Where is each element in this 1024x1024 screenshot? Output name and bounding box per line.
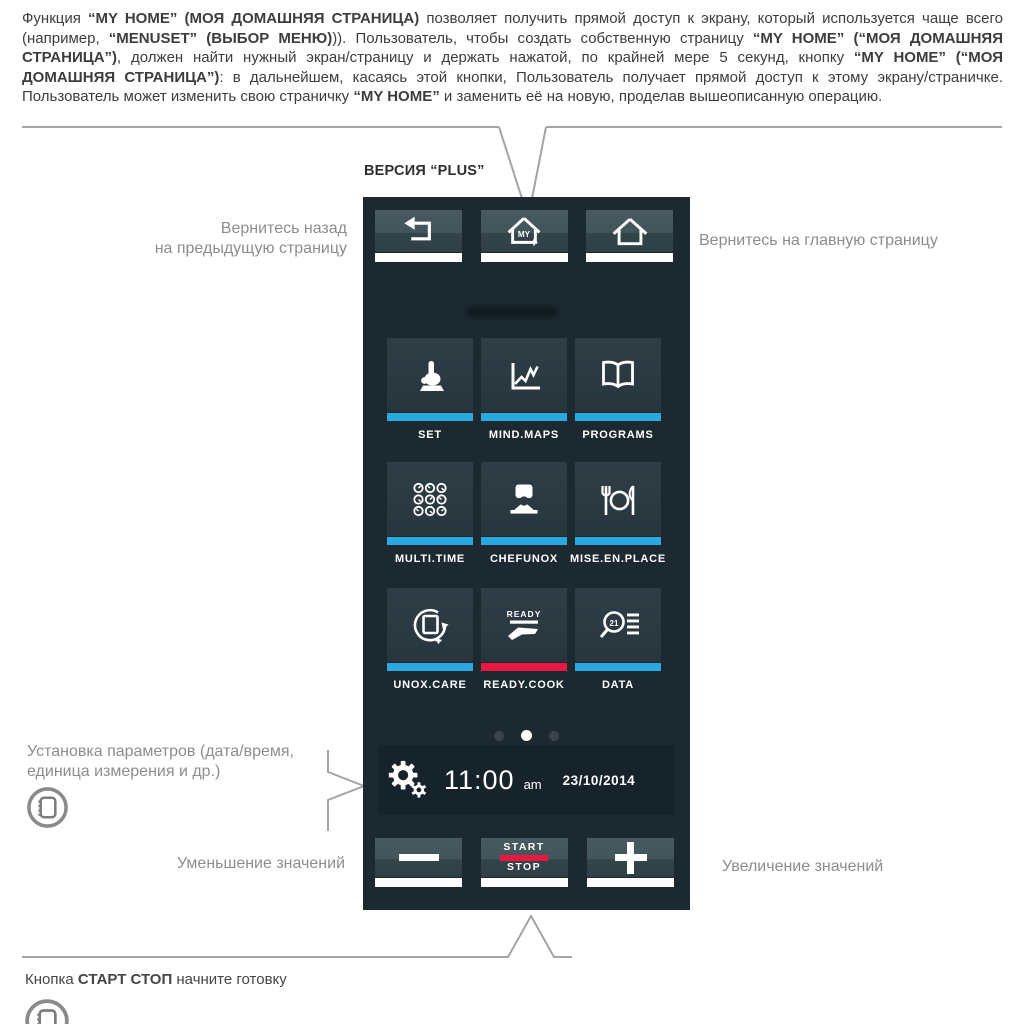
date-display: 23/10/2014 [562,772,636,788]
start-stop-button[interactable] [481,838,568,887]
plus-icon [615,842,647,874]
startstop-pointer [22,916,572,957]
home-icon [609,211,651,251]
page-reference-icon [26,786,69,834]
care-refresh-icon [387,588,473,662]
tile-data[interactable] [575,588,661,691]
button-underbar [481,253,568,262]
version-label: ВЕРСИЯ “PLUS” [364,163,485,179]
callout-settings-line1: Установка параметров (дата/время, [27,743,294,760]
caption-start-stop: Кнопка СТАРТ СТОП начните готовку [25,971,287,988]
my-home-button[interactable] [481,210,568,262]
tile-accent-bar [575,663,661,671]
tile-label: MISE.EN.PLACE [570,553,666,565]
page-reference-icon [24,998,70,1024]
tile-chefunox[interactable] [481,462,567,565]
pager-dots [363,730,690,741]
tile-accent-bar [575,413,661,421]
button-underbar [586,253,673,262]
back-button[interactable] [375,210,462,262]
pager-dot[interactable] [549,731,559,741]
callout-settings-line2: единица измерения и др.) [27,763,221,780]
pager-dot[interactable] [494,731,504,741]
tile-multi-time[interactable] [387,462,473,565]
tile-label: CHEFUNOX [489,553,559,565]
set-icon [387,338,473,412]
tile-accent-bar [575,537,661,545]
settings-pointer [328,750,364,831]
callout-settings [27,742,294,782]
tile-label: UNOX.CARE [393,679,467,691]
tile-accent-bar [481,663,567,671]
callout-decrease: Уменьшение значений [176,855,345,872]
status-strip [378,745,675,815]
tile-label: READY.COOK [483,679,565,691]
clock-meridiem: am [523,776,542,792]
pager-dot-active[interactable] [521,730,532,741]
multi-clocks-icon [387,462,473,536]
cutlery-plate-icon [575,462,661,536]
minus-icon [399,854,439,861]
home-button[interactable] [586,210,673,262]
tile-accent-bar [387,663,473,671]
tile-unox-care[interactable] [387,588,473,691]
callout-home: Вернитесь на главную страницу [699,232,938,249]
tile-programs[interactable] [575,338,661,441]
gear-icon [389,760,426,797]
tile-set[interactable] [387,338,473,441]
callout-back-line2: на предыдущую страницу [154,240,347,257]
tile-mind-maps[interactable] [481,338,567,441]
back-arrow-icon [399,212,439,250]
callout-back-line1: Вернитесь назад [220,220,347,237]
tile-mise-en-place[interactable] [570,462,666,565]
open-book-icon [575,338,661,412]
button-underbar [375,253,462,262]
callout-increase: Увеличение значений [722,858,884,875]
tile-accent-bar [387,537,473,545]
minus-button[interactable] [375,838,462,887]
ready-icon-text: READY [506,609,542,619]
search-list-icon [575,588,661,662]
my-home-icon-label: MY [517,229,531,239]
search-icon-text: 21 [609,618,619,628]
plus-button[interactable] [587,838,674,887]
button-underbar [375,878,462,887]
tile-label: MIND.MAPS [488,429,560,441]
line-chart-icon [481,338,567,412]
start-stop-red-bar [500,855,548,861]
callout-back [155,219,347,259]
my-home-icon [503,211,545,251]
button-underbar [587,878,674,887]
tile-label: SET [418,429,442,441]
stop-label: STOP [507,861,541,873]
tile-accent-bar [481,413,567,421]
button-underbar [481,878,568,887]
tile-label: DATA [601,679,635,691]
start-label: START [503,841,545,853]
chef-icon [481,462,567,536]
settings-gear-button[interactable] [385,757,427,804]
clock-time: 11:00 [444,764,515,795]
ready-hand-icon [481,588,567,662]
intro-paragraph: Функция “MY HOME” (МОЯ ДОМАШНЯЯ СТРАНИЦА) позволяет получить прямой доступ к экрану, который используется чаще всего (например, “MENUSET” (ВЫБОР МЕНЮ))). Пользователь, чтобы создать собственную страницу “MY HOME” (“МОЯ ДОМАШНЯЯ СТРАНИЦА”), должен найти нужный экран/страницу и держать нажатой, по крайней мере 5 секунд, кнопку “MY HOME” (“МОЯ ДОМАШНЯЯ СТРАНИЦА”): в дальнейшем, касаясь этой кнопки, Пользователь получает прямой доступ к этому экрану/страничке. Пользователь может изменить свою страничку “MY HOME” и заменить её на новую, проделав вышеописанную операцию. [22,10,1003,106]
tile-label: PROGRAMS [582,429,654,441]
tile-ready-cook[interactable] [481,588,567,691]
tile-accent-bar [387,413,473,421]
tile-accent-bar [481,537,567,545]
oven-control-panel [363,197,690,910]
tile-label: MULTI.TIME [394,553,466,565]
faint-dimmed-text [466,306,558,318]
